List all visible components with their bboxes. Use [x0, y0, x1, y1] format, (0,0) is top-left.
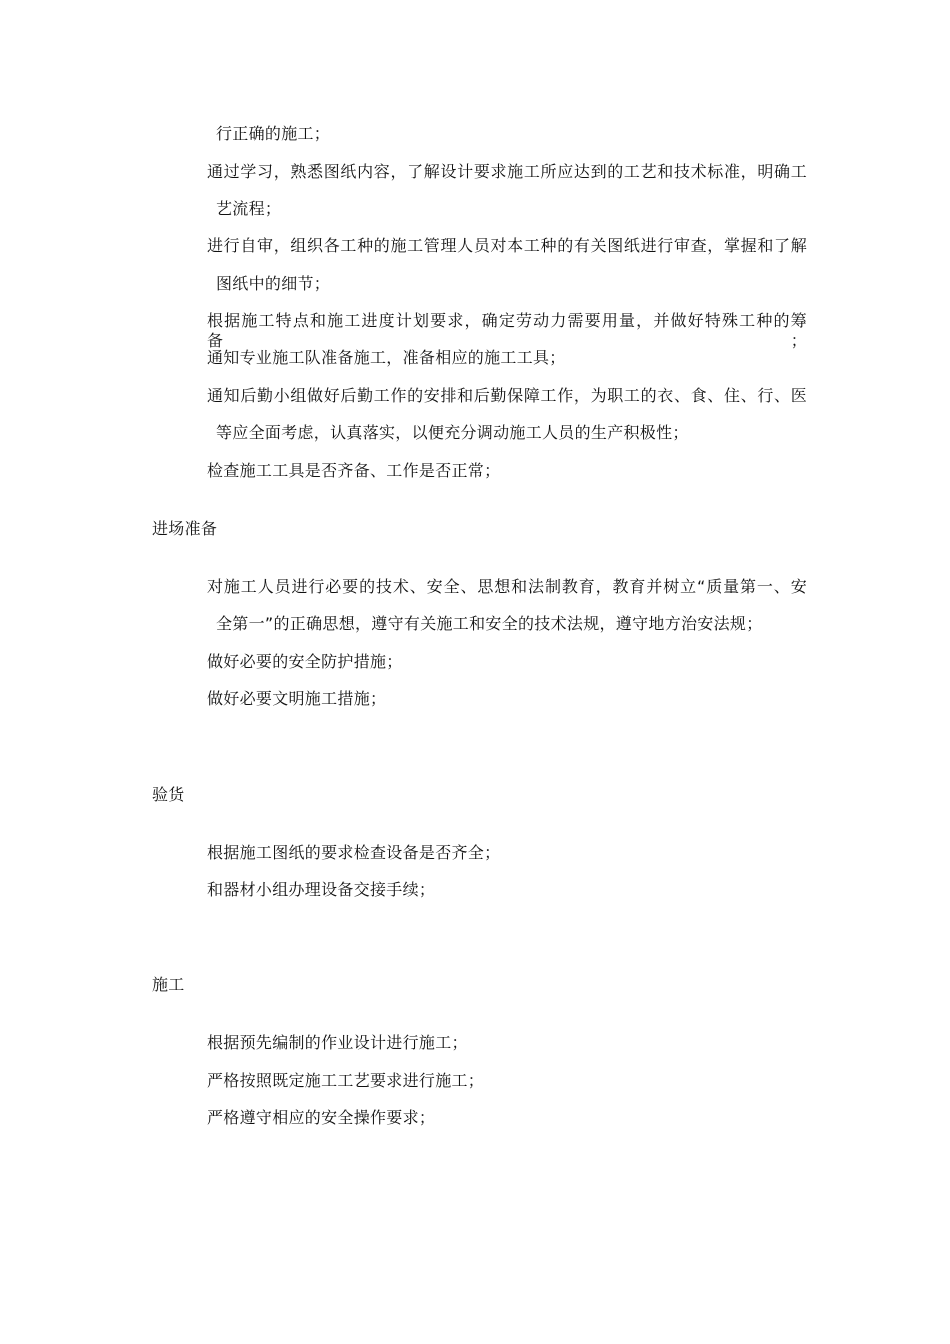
prep-item-1-continuation: 行正确的施工；	[216, 124, 331, 143]
entry-item-1-continuation: 全第一”的正确思想，遵守有关施工和安全的技术法规，遵守地方治安法规；	[216, 614, 763, 633]
section-heading-entry: 进场准备	[152, 519, 218, 538]
prep-item-6: 通知后勤小组做好后勤工作的安排和后勤保障工作，为职工的衣、食、住、行、医	[207, 386, 807, 405]
construction-item-2: 严格按照既定施工工艺要求进行施工；	[207, 1071, 485, 1090]
inspection-item-2: 和器材小组办理设备交接手续；	[207, 880, 436, 899]
prep-item-2-continuation: 艺流程；	[216, 199, 282, 218]
construction-item-1: 根据预先编制的作业设计进行施工；	[207, 1033, 468, 1052]
prep-item-7: 检查施工工具是否齐备、工作是否正常；	[207, 461, 501, 480]
prep-item-2: 通过学习，熟悉图纸内容，了解设计要求施工所应达到的工艺和技术标准，明确工	[207, 162, 807, 181]
entry-item-1: 对施工人员进行必要的技术、安全、思想和法制教育，教育并树立“质量第一、安	[207, 577, 807, 596]
section-heading-construction: 施工	[152, 975, 185, 994]
prep-item-6-continuation: 等应全面考虑，认真落实，以便充分调动施工人员的生产积极性；	[216, 423, 689, 442]
construction-item-3: 严格遵守相应的安全操作要求；	[207, 1108, 436, 1127]
prep-item-3: 进行自审，组织各工种的施工管理人员对本工种的有关图纸进行审查，掌握和了解	[207, 236, 807, 255]
entry-item-2: 做好必要的安全防护措施；	[207, 652, 403, 671]
prep-item-4: 根据施工特点和施工进度计划要求，确定劳动力需要用量，并做好特殊工种的筹备；	[207, 311, 807, 350]
prep-item-5: 通知专业施工队准备施工，准备相应的施工工具；	[207, 348, 566, 367]
prep-item-3-continuation: 图纸中的细节；	[216, 274, 331, 293]
entry-item-3: 做好必要文明施工措施；	[207, 689, 387, 708]
inspection-item-1: 根据施工图纸的要求检查设备是否齐全；	[207, 843, 501, 862]
section-heading-inspection: 验货	[152, 785, 185, 804]
